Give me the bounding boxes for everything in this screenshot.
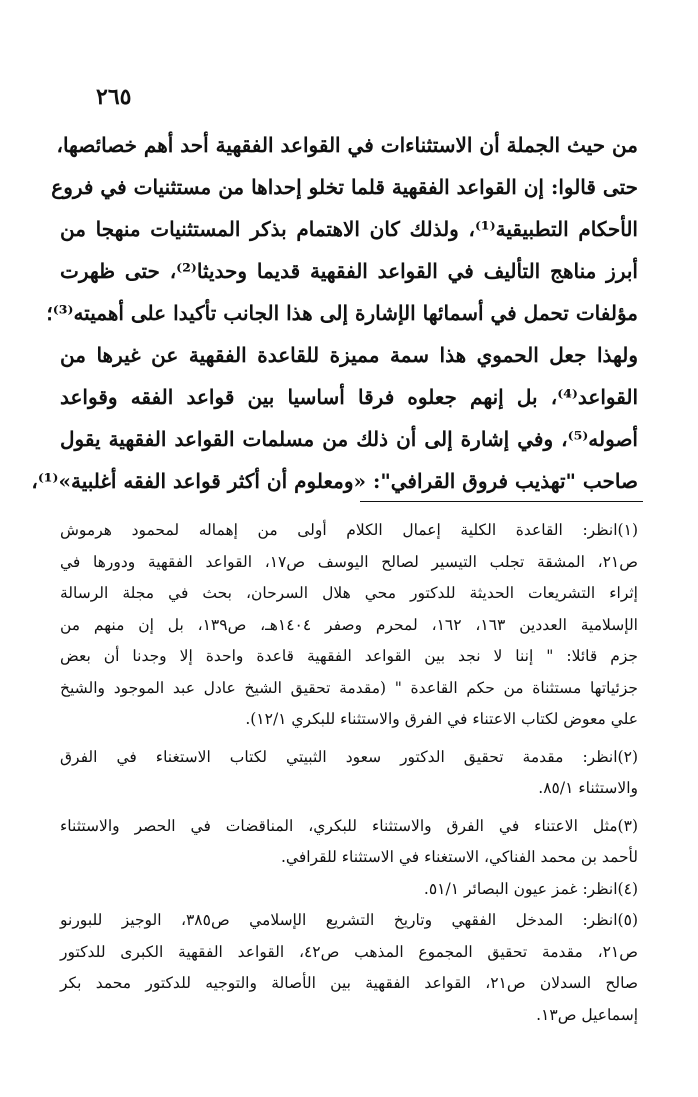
body-line: حتى قالوا: إن القواعد الفقهية قلما تخلو إحداها من مستثنيات في فروع — [51, 175, 638, 199]
footnote-line: ص٢١، المشقة تجلب التيسير لصالح اليوسف ص١٧، القواعد الفقهية ودورها في — [60, 552, 638, 571]
body-line: أبرز مناهج التأليف في القواعد الفقهية قديما وحديثا⁽²⁾، حتى ظهرت — [60, 259, 638, 283]
footnote-5 — [60, 905, 638, 1031]
body-line: مؤلفات تحمل في أسمائها الإشارة إلى هذا الجانب تأكيدا على أهميته⁽³⁾؛ — [46, 301, 638, 325]
footnote-line: ص٢١، مقدمة تحقيق المجموع المذهب ص٤٢، القواعد الفقهية الكبرى للدكتور — [60, 942, 638, 961]
footnote-line: (٣)مثل الاعتناء في الفرق والاستثناء للبكري، المناقضات في الحصر والاستثناء — [60, 816, 638, 835]
body-line: الأحكام التطبيقية⁽¹⁾، ولذلك كان الاهتمام بذكر المستثنيات منهجا من — [60, 217, 638, 241]
body-line: القواعد⁽⁴⁾، بل إنهم جعلوه فرقا أساسيا بين قواعد الفقه وقواعد — [60, 385, 638, 409]
footnote-4 — [60, 874, 638, 906]
footnote-line: الإسلامية العددين ١٦٣، ١٦٢، لمحرم وصفر ١٤٠٤هـ، ص١٣٩، بل إن منهم من — [60, 615, 638, 634]
footnote-1 — [60, 515, 638, 736]
footnote-line: إثراء التشريعات الحديثة للدكتور محي هلال السرحان، بحث في مجلة الرسالة — [60, 584, 638, 602]
body-line: أصوله⁽⁵⁾، وفي إشارة إلى أن ذلك من مسلمات القواعد الفقهية يقول — [60, 427, 638, 451]
footnote-line: (١)انظر: القاعدة الكلية إعمال الكلام أولى من إهماله لمحمود هرموش — [60, 521, 638, 539]
footnote-line: (٥)انظر: المدخل الفقهي وتاريخ التشريع الإسلامي ص٣٨٥، الوجيز للبورنو — [60, 911, 638, 929]
body-line: من حيث الجملة أن الاستثناءات في القواعد الفقهية أحد أهم خصائصها، — [56, 133, 638, 157]
page-number: ٢٦٥ — [96, 84, 132, 110]
footnotes — [60, 515, 638, 1031]
body-line: صاحب "تهذيب فروق القرافي": «ومعلوم أن أكثر قواعد الفقه أغلبية»⁽¹⁾، — [31, 469, 638, 493]
footnote-line: إسماعيل ص١٣. — [536, 1005, 638, 1024]
footnote-line: جزئياتها مستثناة من حكم القاعدة " (مقدمة تحقيق الشيخ عادل عبد الموجود والشيخ — [60, 678, 638, 697]
footnote-3 — [60, 811, 638, 874]
footnote-line: علي معوض لكتاب الاعتناء في الفرق والاستثناء للبكري ١٢/١). — [245, 710, 638, 728]
footnote-line: والاستثناء ٨٥/١. — [538, 779, 638, 797]
footnote-line: صالح السدلان ص٢١، القواعد الفقهية بين الأصالة والتوجيه للدكتور محمد بكر — [60, 974, 638, 992]
footnote-line: (٢)انظر: مقدمة تحقيق الدكتور سعود الثبيتي لكتاب الاستغناء في الفرق — [60, 747, 638, 766]
footnote-line: لأحمد بن محمد الفناكي، الاستغناء في الاستثناء للقرافي. — [281, 848, 638, 866]
footnote-separator — [360, 501, 643, 502]
footnote-line: جزم قائلا: " إننا لا نجد بين القواعد الفقهية قاعدة واحدة إلا وجدنا أن بعض — [60, 647, 638, 665]
footnote-line: (٤)انظر: غمز عيون البصائر ٥١/١. — [423, 879, 638, 898]
body-line: ولهذا جعل الحموي هذا سمة مميزة للقاعدة الفقهية عن غيرها من — [60, 343, 638, 367]
footnote-2 — [60, 742, 638, 805]
main-text — [31, 124, 638, 502]
